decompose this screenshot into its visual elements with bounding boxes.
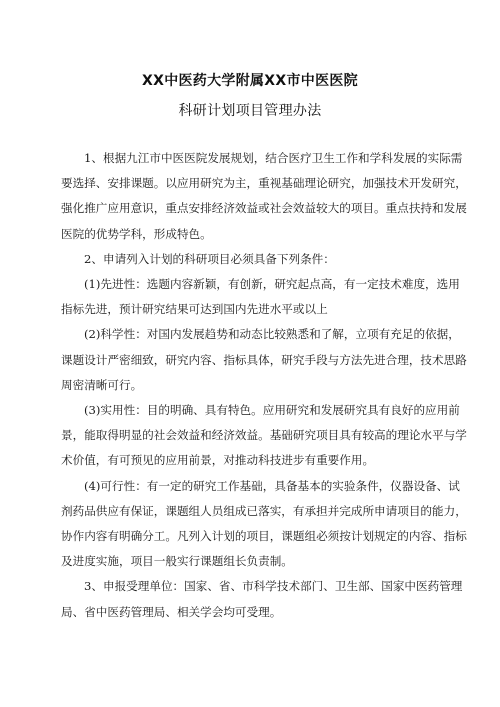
paragraph-line: 术价值，有可预见的应用前景，对推动科技进步有重要作用。	[61, 453, 375, 468]
paragraph-line: 1、根据九江市中医医院发展规划，结合医疗卫生工作和学科发展的实际需	[84, 151, 463, 165]
paragraph-line: 指标先进，预计研究结果可达到国内先进水平或以上	[61, 302, 328, 317]
paragraph-line: 周密清晰可行。	[61, 377, 143, 392]
paragraph	[61, 146, 467, 247]
paragraph	[61, 474, 467, 575]
paragraph-line: 2、申请列入计划的科研项目必须具备下列条件：	[84, 251, 335, 266]
paragraph-line: (3)实用性：目的明确、具有特色。应用研究和发展研究具有良好的应用前	[84, 403, 460, 418]
paragraph	[61, 322, 467, 398]
paragraph-line: 要选择、安排课题。以应用研究为主，重视基础理论研究，加强技术开发研究，	[61, 176, 467, 191]
paragraph-line: 局、省中医药管理局、相关学会均可受理。	[61, 604, 282, 619]
paragraph	[61, 398, 467, 474]
paragraph-line: 及进度实施，项目一般实行课题组长负责制。	[61, 554, 293, 569]
paragraph-line: (2)科学性：对国内发展趋势和动态比较熟悉和了解，立项有充足的依据，	[84, 327, 460, 342]
paragraph-line: 景，能取得明显的社会效益和经济效益。基础研究项目具有较高的理论水平与学	[61, 428, 467, 443]
document-title-line1: XX中医药大学附属XX市中医医院	[142, 73, 358, 89]
document-body	[61, 146, 467, 625]
paragraph	[61, 247, 445, 272]
paragraph-line: 3、申报受理单位：国家、省、市科学技术部门、卫生部、国家中医药管理	[84, 579, 463, 594]
paragraph	[61, 272, 460, 322]
paragraph-line: 剂药品供应有保证，课题组人员组成已落实，有承担并完成所申请项目的能力，	[61, 503, 467, 518]
paragraph	[61, 574, 463, 624]
paragraph-line: 强化推广应用意识，重点安排经济效益或社会效益较大的项目。重点扶持和发展	[61, 201, 467, 216]
paragraph-line: 协作内容有明确分工。凡列入计划的项目，课题组必须按计划规定的内容、指标	[61, 529, 467, 544]
paragraph-line: 医院的优势学科，形成特色。	[61, 226, 212, 241]
paragraph-line: 课题设计严密细致，研究内容、指标具体，研究手段与方法先进合理，技术思路	[61, 352, 467, 367]
document-title-line2: 科研计划项目管理办法	[178, 103, 322, 119]
paragraph-line: (1)先进性：选题内容新颖，有创新，研究起点高，有一定技术难度，选用	[84, 277, 460, 292]
paragraph-line: (4)可行性：有一定的研究工作基础，具备基本的实验条件，仪器设备、试	[84, 478, 460, 493]
